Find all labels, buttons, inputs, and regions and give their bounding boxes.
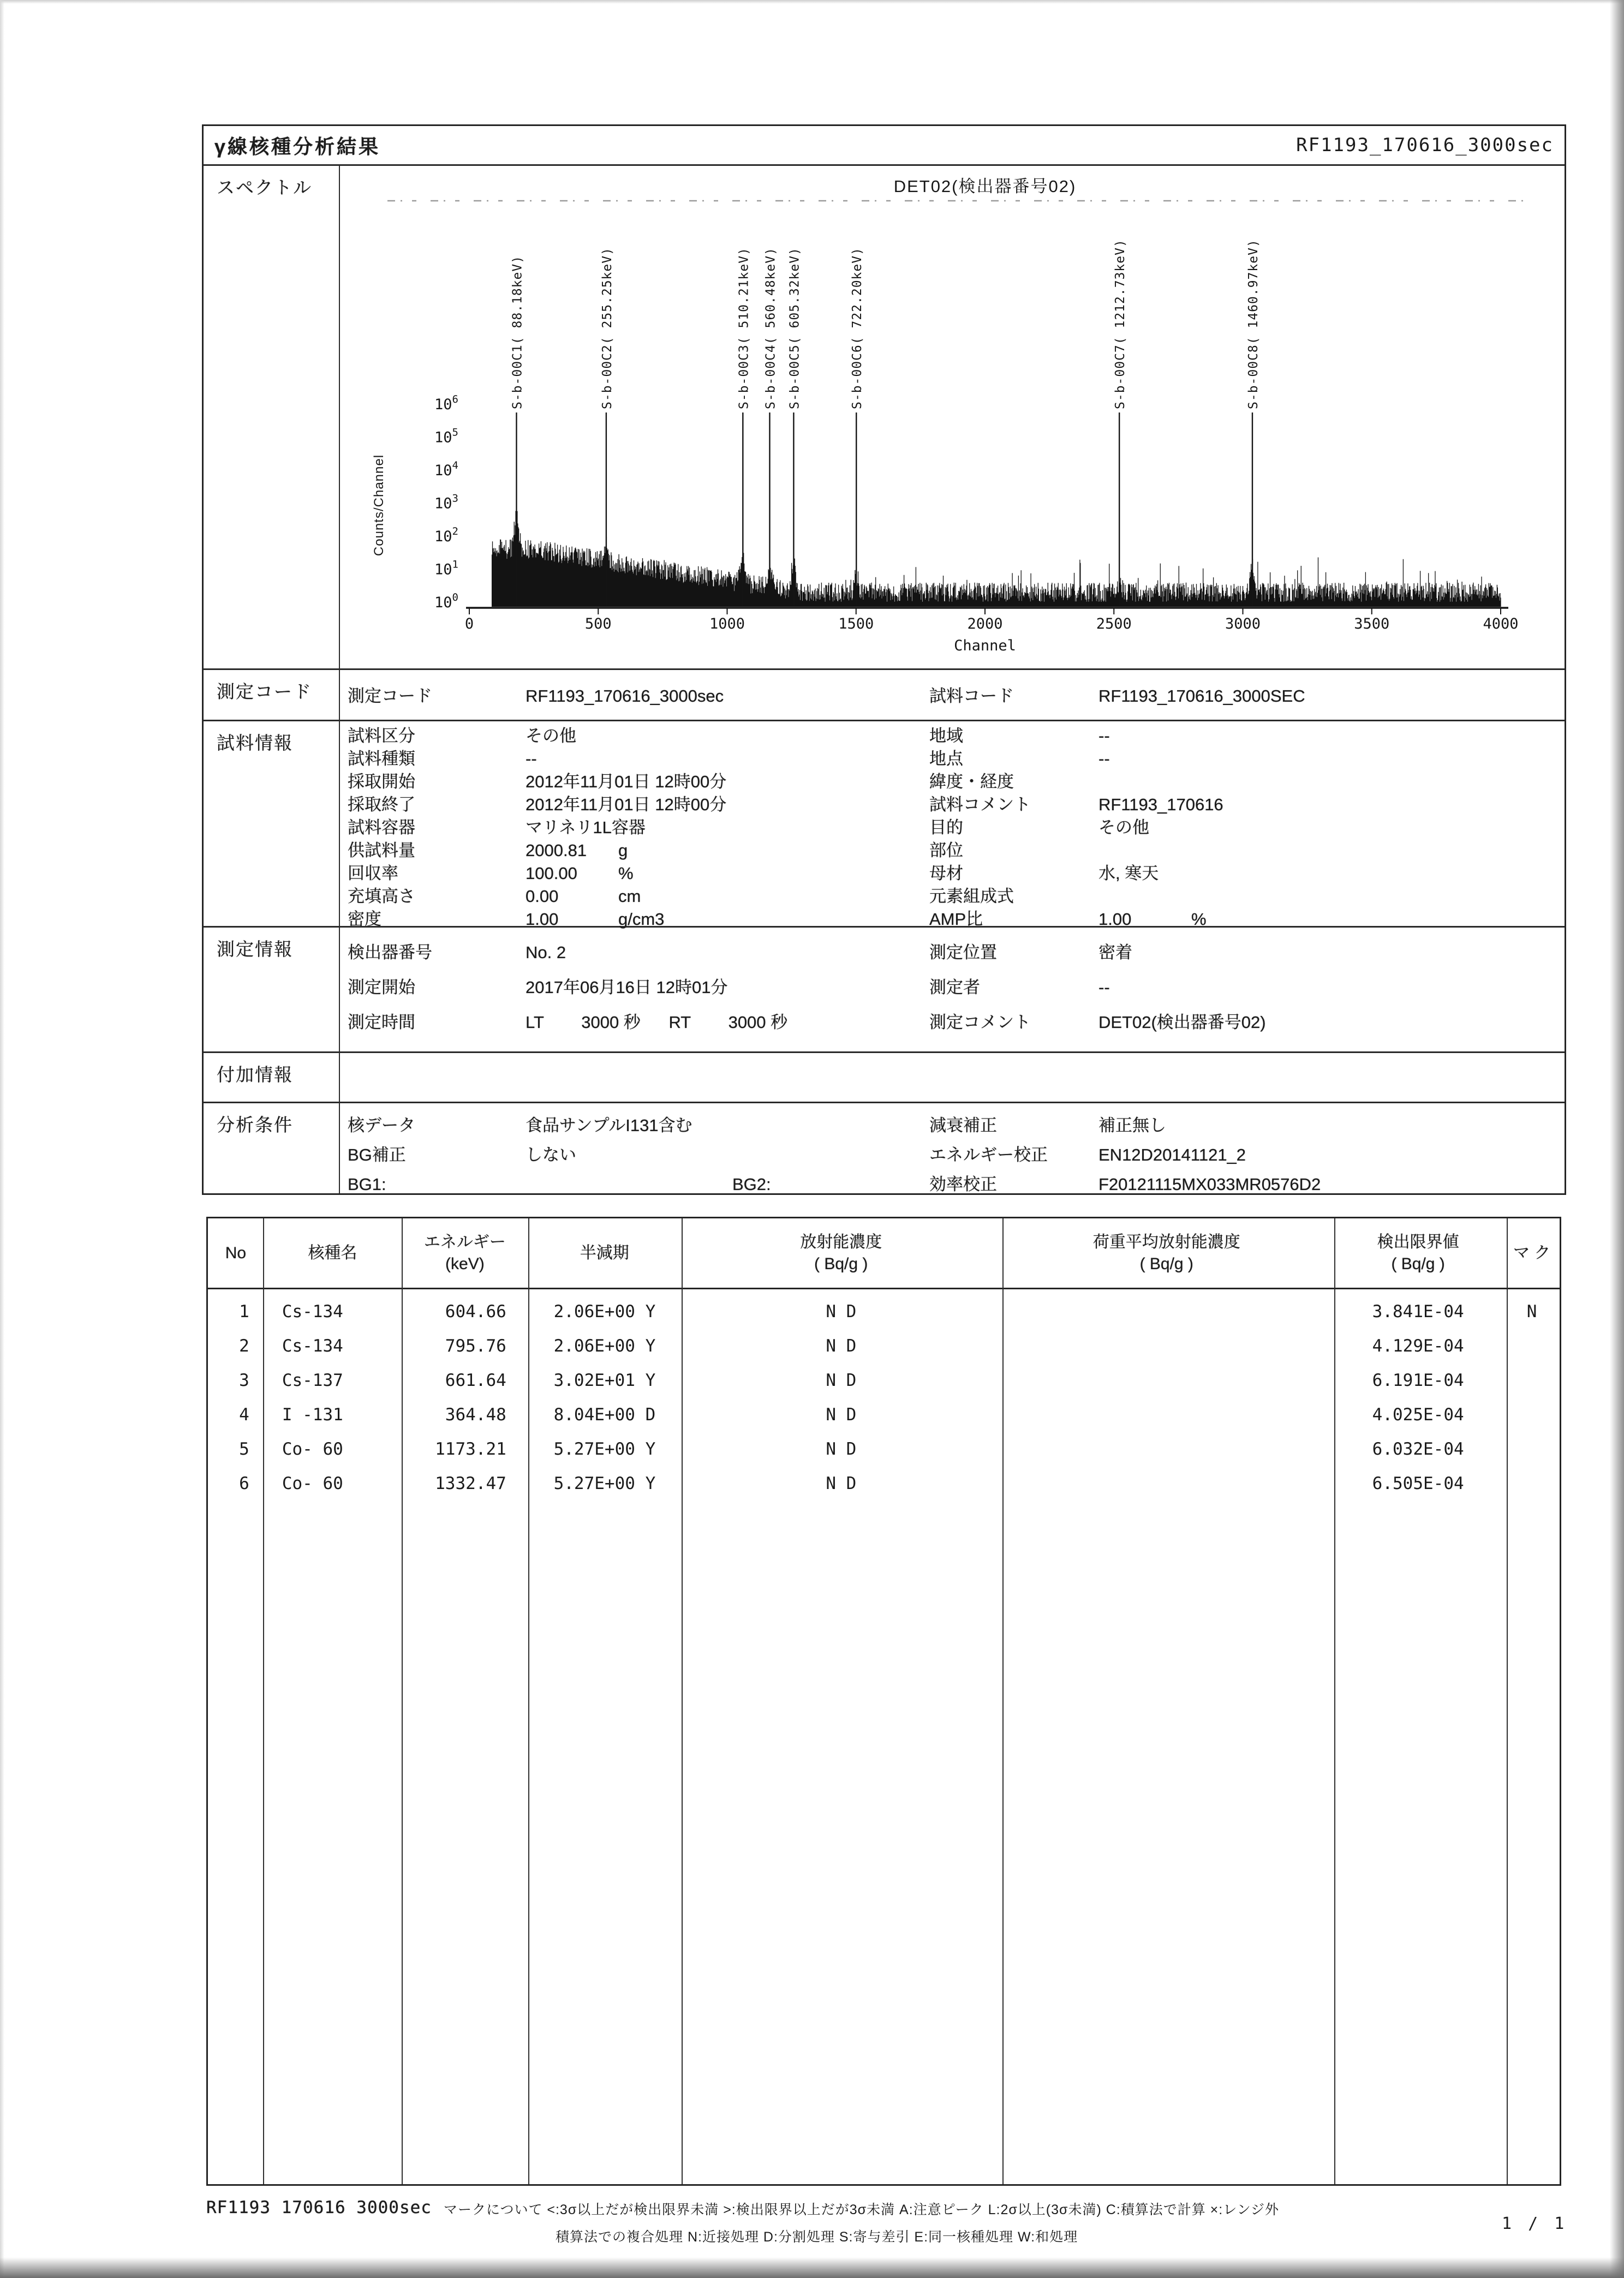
table-cell: 2.06E+00 Y [553, 1336, 656, 1356]
field-label: 測定コメント [929, 1013, 1031, 1032]
peak-label: S-b-00C8( 1460.97keV) [1246, 239, 1261, 409]
y-tick-label: $10^0$ [434, 591, 458, 611]
table-cell: 3 [239, 1371, 249, 1390]
footer-mark-legend: マークについて <:3σ以上だが検出限界未満 >:検出限界以上だが3σ未満 A:注意ピーク L:2σ以上(3σ未満) C:積算法で計算 ×:レンジ外 [443, 2202, 1279, 2217]
peak-label: S-b-00C6( 722.20keV) [850, 247, 865, 409]
field-label: 試料区分 [348, 726, 415, 745]
table-cell: 3.02E+01 Y [553, 1371, 656, 1390]
table-cell: Cs-137 [282, 1371, 343, 1390]
field-label: 供試料量 [348, 841, 415, 860]
page-title: γ線核種分析結果 [214, 135, 381, 158]
analysis-conditions-content [340, 1103, 1565, 1193]
table-cell: 364.48 [445, 1405, 506, 1425]
table-cell [1504, 1364, 1560, 1398]
y-tick-label: $10^2$ [434, 525, 458, 545]
table-header-title: 荷重平均放射能濃度 [1092, 1233, 1240, 1251]
x-tick-label: 2000 [967, 615, 1003, 632]
table-header-cell [528, 1218, 681, 1288]
field-value: No. 2 [526, 943, 566, 962]
table-column-divider [263, 1218, 264, 2184]
table-cell [1001, 1432, 1332, 1467]
table-cell: Co- 60 [282, 1474, 343, 1493]
field-row [348, 680, 929, 713]
table-cell: 3.841E-04 [1372, 1302, 1464, 1322]
table-cell: 8.04E+00 D [553, 1405, 656, 1425]
field-value: LT 3000 秒 RT 3000 秒 [526, 1013, 788, 1032]
table-cell [1001, 1398, 1332, 1432]
peak-label: S-b-00C4( 560.48keV) [763, 247, 778, 409]
report-header [204, 126, 1565, 164]
y-tick-label: $10^1$ [434, 558, 458, 578]
field-row [929, 725, 1565, 748]
field-label: 地点 [929, 749, 963, 768]
additional-info-section [204, 1051, 1565, 1102]
x-tick-label: 1000 [709, 615, 745, 632]
analysis-conditions-left-column [340, 1111, 929, 1199]
field-label: 緯度・経度 [929, 772, 1014, 791]
table-cell: N D [826, 1302, 857, 1322]
table-cell: 661.64 [445, 1371, 506, 1390]
table-cell: 1 [239, 1302, 249, 1322]
footer-mark-legend-2: 積算法での複合処理 N:近接処理 D:分割処理 S:寄与差引 E:同一核種処理 W:和処理 [556, 2229, 1078, 2245]
field-row [929, 816, 1565, 839]
field-value: RF1193_170616_3000sec [526, 686, 724, 705]
measurement-info-columns [340, 932, 1565, 1040]
field-unit: cm [618, 887, 641, 906]
sample-info-columns [340, 721, 1565, 931]
table-cell: N [1526, 1302, 1537, 1322]
page-number: 1 / 1 [1502, 2214, 1568, 2233]
field-value: EN12D20141121_2 [1098, 1145, 1246, 1164]
y-tick-label: $10^5$ [434, 426, 458, 446]
field-row [929, 1140, 1565, 1170]
table-cell [1504, 1329, 1560, 1364]
measurement-info-right-column [929, 935, 1565, 1040]
field-label: 採取終了 [348, 795, 415, 814]
table-column-divider [682, 1218, 683, 2184]
table-header-title: 半減期 [580, 1243, 629, 1262]
field-row [348, 793, 929, 816]
field-row [348, 839, 929, 862]
x-tick-label: 500 [584, 615, 612, 632]
field-label: BG1: [348, 1175, 386, 1194]
header-measurement-code: RF1193_170616_3000sec [1296, 134, 1554, 156]
sample-info-right-column [929, 725, 1565, 931]
field-row [348, 1140, 929, 1170]
peak-markers [510, 239, 1261, 606]
field-label: 核データ [348, 1116, 415, 1135]
table-column-divider [1507, 1218, 1508, 2184]
field-row [929, 1005, 1565, 1040]
table-header-unit: ( Bq/g ) [1391, 1254, 1445, 1273]
y-axis-ticks [434, 393, 458, 611]
field-value: その他 [1098, 818, 1149, 837]
footer-measurement-code: RF1193 170616 3000sec [206, 2198, 432, 2217]
table-row [208, 1432, 1560, 1467]
field-row [929, 839, 1565, 862]
table-header-cell [1504, 1218, 1560, 1288]
y-tick-label: $10^4$ [434, 459, 458, 479]
field-row [929, 885, 1565, 908]
field-unit: g [618, 841, 628, 860]
peak-label: S-b-00C2( 255.25keV) [600, 247, 614, 409]
field-label: BG2: [732, 1175, 771, 1194]
table-header-cell [402, 1218, 528, 1288]
field-value: 100.00 [526, 864, 577, 883]
analysis-conditions-section-label: 分析条件 [204, 1103, 340, 1193]
field-row [929, 770, 1565, 793]
table-cell [1504, 1467, 1560, 1501]
field-label: 試料容器 [348, 818, 415, 837]
field-value: しない [526, 1145, 576, 1164]
field-value: 補正無し [1098, 1116, 1166, 1135]
additional-info-content [340, 1053, 1565, 1102]
field-label: AMP比 [929, 910, 983, 929]
field-row [929, 862, 1565, 885]
scan-edge-bottom [0, 2257, 1624, 2278]
table-header-cell [264, 1218, 402, 1288]
table-row [208, 1329, 1560, 1364]
x-tick-label: 4000 [1483, 615, 1519, 632]
measurement-code-columns [340, 677, 1565, 713]
x-tick-label: 1500 [838, 615, 874, 632]
field-row [348, 862, 929, 885]
field-value: 2017年06月16日 12時01分 [526, 978, 728, 997]
field-row [348, 748, 929, 770]
field-row [348, 1111, 929, 1140]
measurement-info-content [340, 928, 1565, 1051]
field-value: -- [1098, 978, 1110, 997]
peak-label: S-b-00C7( 1212.73keV) [1113, 239, 1128, 409]
scan-edge-top [0, 0, 1624, 4]
table-cell: 4.025E-04 [1372, 1405, 1464, 1425]
scan-edge-left [0, 0, 4, 2278]
table-cell: 6.505E-04 [1372, 1474, 1464, 1493]
measurement-info-section-label: 測定情報 [204, 928, 340, 1051]
field-row [348, 1005, 929, 1040]
table-header-unit: (keV) [445, 1254, 485, 1273]
field-value: F20121115MX033MR0576D2 [1098, 1175, 1321, 1194]
measurement-info-left-column [340, 935, 929, 1040]
table-cell [1001, 1364, 1332, 1398]
table-cell: 1173.21 [435, 1439, 506, 1459]
table-header-cell [681, 1218, 1001, 1288]
spectrum-trace [492, 511, 1501, 607]
field-value: 0.00 [526, 887, 559, 906]
field-value: マリネリ1L容器 [526, 818, 646, 837]
table-cell [1504, 1432, 1560, 1467]
table-cell: 5 [239, 1439, 249, 1459]
table-column-divider [402, 1218, 403, 2184]
y-tick-label: $10^6$ [434, 393, 458, 413]
field-label: 効率校正 [929, 1175, 997, 1194]
sample-info-content [340, 721, 1565, 929]
field-row [929, 680, 1565, 713]
x-tick-label: 3000 [1225, 615, 1261, 632]
field-row [348, 770, 929, 793]
field-label: 測定位置 [929, 943, 997, 962]
table-cell: N D [826, 1474, 857, 1493]
field-value: 1.00 [1098, 910, 1132, 929]
field-label: BG補正 [348, 1145, 406, 1164]
field-label: 採取開始 [348, 772, 415, 791]
analysis-conditions-columns [340, 1108, 1565, 1199]
table-header-title: 核種名 [308, 1243, 357, 1262]
table-cell: I -131 [282, 1405, 343, 1425]
table-header-title: 検出限界値 [1377, 1233, 1459, 1251]
x-axis-label: Channel [954, 637, 1016, 654]
sample-info-section [204, 720, 1565, 929]
spectrum-section-label: スペクトル [204, 166, 340, 668]
field-label: 測定コード [348, 686, 432, 705]
chart-title: DET02(検出器番号02) [893, 177, 1077, 196]
table-cell: 4 [239, 1405, 249, 1425]
peak-label: S-b-00C1( 88.18keV) [510, 255, 525, 409]
nuclide-table-header-row [208, 1218, 1560, 1289]
table-cell: 4.129E-04 [1372, 1336, 1464, 1356]
table-header-unit: ( Bq/g ) [814, 1254, 868, 1273]
footer-notes [206, 2198, 1516, 2246]
table-cell: 2.06E+00 Y [553, 1302, 656, 1322]
table-cell [1504, 1398, 1560, 1432]
table-cell: 6.032E-04 [1372, 1439, 1464, 1459]
field-label: 目的 [929, 818, 963, 837]
table-header-cell [1332, 1218, 1504, 1288]
gamma-spectrum-chart [349, 166, 1566, 662]
table-header-title: マ ク [1513, 1243, 1551, 1262]
y-axis-label: Counts/Channel [372, 454, 386, 557]
field-value: 密着 [1098, 943, 1132, 962]
analysis-conditions-section [204, 1102, 1565, 1193]
table-cell [1001, 1295, 1332, 1329]
nuclide-result-table [206, 1217, 1561, 2186]
measurement-code-section [204, 668, 1565, 720]
table-row [208, 1398, 1560, 1432]
table-cell: N D [826, 1439, 857, 1459]
field-label: 試料種類 [348, 749, 415, 768]
table-column-divider [1002, 1218, 1004, 2184]
peak-label: S-b-00C5( 605.32keV) [787, 247, 802, 409]
table-cell [1001, 1467, 1332, 1501]
field-label: 地域 [929, 726, 963, 745]
scan-edge-right [1610, 0, 1624, 2278]
field-value: 1.00 [526, 910, 559, 929]
table-cell: N D [826, 1405, 857, 1425]
x-tick-label: 2500 [1096, 615, 1132, 632]
field-row [929, 793, 1565, 816]
field-label: 測定者 [929, 978, 980, 997]
table-row [208, 1364, 1560, 1398]
table-row [208, 1467, 1560, 1501]
x-axis-ticks [465, 608, 1519, 632]
table-header-cell [1001, 1218, 1332, 1288]
field-row [348, 935, 929, 970]
nuclide-table-inner [208, 1218, 1560, 2184]
field-row [348, 1170, 929, 1199]
field-unit: % [618, 864, 634, 883]
measurement-code-section-label: 測定コード [204, 670, 340, 720]
field-value: -- [1098, 726, 1110, 745]
field-value: RF1193_170616_3000SEC [1098, 686, 1305, 705]
field-label: 減衰補正 [929, 1116, 997, 1135]
footer-line-1 [206, 2198, 1516, 2219]
table-cell [1001, 1329, 1332, 1364]
y-tick-label: $10^3$ [434, 492, 458, 512]
field-row [929, 935, 1565, 970]
table-cell: 2 [239, 1336, 249, 1356]
field-label: 試料コード [929, 686, 1014, 705]
nuclide-table-body [208, 1295, 1560, 1501]
analysis-conditions-right-column [929, 1111, 1565, 1199]
field-label: 元素組成式 [929, 887, 1014, 906]
table-header-title: 放射能濃度 [800, 1233, 882, 1251]
table-cell: Cs-134 [282, 1336, 343, 1356]
field-label: 回収率 [348, 864, 398, 883]
field-value: 水, 寒天 [1098, 864, 1159, 883]
field-label: 密度 [348, 910, 381, 929]
field-label: 測定時間 [348, 1013, 415, 1032]
table-cell: N D [826, 1336, 857, 1356]
field-label: 母材 [929, 864, 963, 883]
measurement-info-section [204, 926, 1565, 1051]
field-value: 2012年11月01日 12時00分 [526, 772, 727, 791]
x-tick-label: 3500 [1354, 615, 1390, 632]
table-column-divider [1334, 1218, 1335, 2184]
field-row [348, 970, 929, 1005]
table-header-cell [208, 1218, 264, 1288]
field-label: 充填高さ [348, 887, 415, 906]
measurement-code-content [340, 670, 1565, 720]
field-row [348, 725, 929, 748]
table-cell: 795.76 [445, 1336, 506, 1356]
field-value: DET02(検出器番号02) [1098, 1013, 1266, 1032]
table-cell: Co- 60 [282, 1439, 343, 1459]
field-label: 試料コメント [929, 795, 1031, 814]
table-cell: N D [826, 1371, 857, 1390]
table-cell: 6 [239, 1474, 249, 1493]
field-value: -- [1098, 749, 1110, 768]
measurement-code-left-column [340, 680, 929, 713]
field-value: 2012年11月01日 12時00分 [526, 795, 727, 814]
sample-info-section-label: 試料情報 [204, 721, 340, 926]
field-label: 検出器番号 [348, 943, 432, 962]
sample-info-left-column [340, 725, 929, 931]
table-cell: 1332.47 [435, 1474, 506, 1493]
additional-info-section-label: 付加情報 [204, 1053, 340, 1102]
field-unit: % [1191, 910, 1207, 929]
table-cell: 604.66 [445, 1302, 506, 1322]
peak-label: S-b-00C3( 510.21keV) [737, 247, 751, 409]
field-value: 2000.81 [526, 841, 587, 860]
table-header-unit: ( Bq/g ) [1139, 1254, 1193, 1273]
table-header-title: エネルギー [423, 1233, 506, 1251]
field-value: -- [526, 749, 537, 768]
field-value: RF1193_170616 [1098, 795, 1223, 814]
field-label: 測定開始 [348, 978, 415, 997]
measurement-code-right-column [929, 680, 1565, 713]
field-row [929, 1111, 1565, 1140]
table-cell: 6.191E-04 [1372, 1371, 1464, 1390]
field-row [348, 816, 929, 839]
table-cell: 5.27E+00 Y [553, 1439, 656, 1459]
table-cell: 5.27E+00 Y [553, 1474, 656, 1493]
field-value: 食品サンプルI131含む [526, 1116, 692, 1135]
field-row [348, 885, 929, 908]
field-label: 部位 [929, 841, 963, 860]
field-row [929, 1170, 1565, 1199]
table-row [208, 1295, 1560, 1329]
field-row [929, 748, 1565, 770]
field-row [929, 970, 1565, 1005]
x-tick-label: 0 [464, 615, 474, 632]
field-unit: g/cm3 [618, 910, 665, 929]
field-value: その他 [526, 726, 576, 745]
table-cell: Cs-134 [282, 1302, 343, 1322]
table-column-divider [528, 1218, 529, 2184]
table-header-title: No [225, 1243, 247, 1262]
field-label: エネルギー校正 [929, 1145, 1048, 1164]
